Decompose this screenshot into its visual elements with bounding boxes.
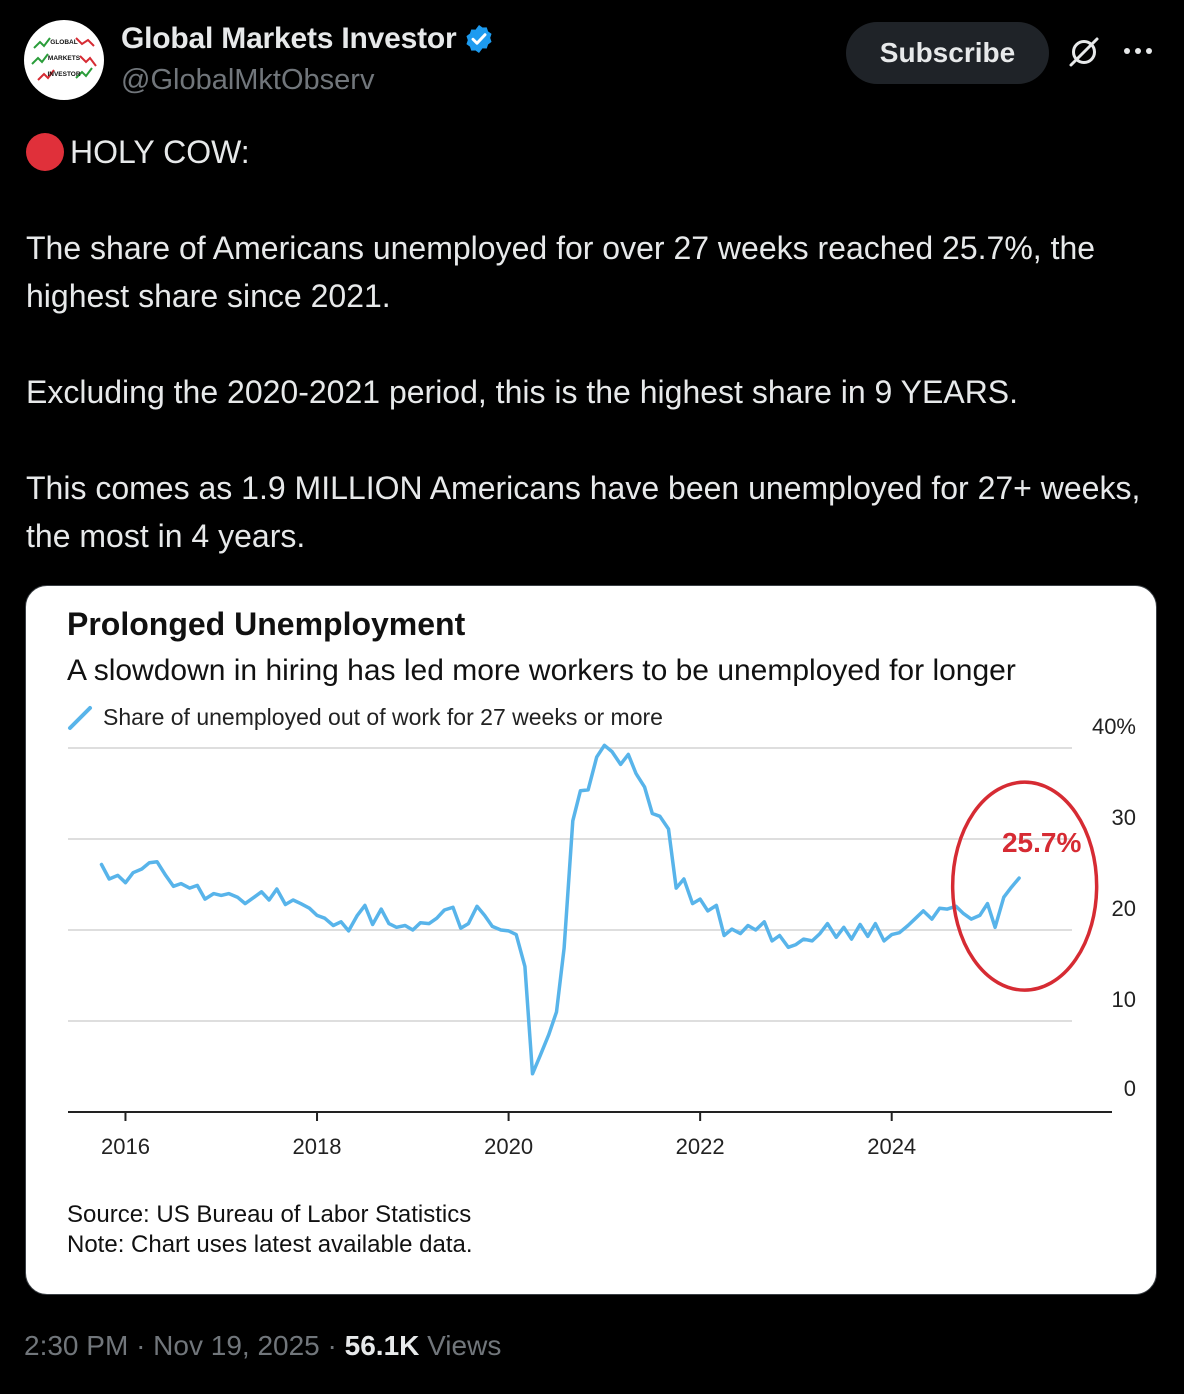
x-tick-label: 2022	[675, 1134, 725, 1159]
logo-avatar[interactable]	[24, 20, 104, 100]
separator: ·	[327, 1330, 337, 1361]
source-line: Source: US Bureau of Labor Statistics	[67, 1201, 472, 1228]
subscribe-button[interactable]: Subscribe	[846, 22, 1049, 84]
y-tick-label: 0	[1123, 1076, 1136, 1101]
post-header	[24, 18, 1160, 108]
post-headline	[26, 128, 1146, 176]
x-tick-label: 2016	[100, 1134, 150, 1159]
post-paragraph-3: This comes as 1.9 MILLION Americans have been unemployed for 27+ weeks, the most in 4 years.	[26, 470, 1141, 554]
post-paragraph-1: The share of Americans unemployed for over 27 weeks reached 25.7%, the highest share since 2021.	[26, 230, 1096, 314]
avatar-text-3: INVESTOR	[47, 71, 81, 78]
legend-label: Share of unemployed out of work for 27 weeks or more	[103, 704, 663, 730]
x-tick-label: 2020	[484, 1134, 534, 1159]
post-time[interactable]: 2:30 PM	[24, 1330, 129, 1361]
series-line	[102, 745, 1020, 1074]
verified-badge-icon[interactable]	[463, 23, 495, 55]
post-paragraph-2: Excluding the 2020-2021 period, this is the highest share in 9 YEARS.	[26, 374, 1019, 410]
red-circle-icon	[26, 133, 64, 171]
chart-image[interactable]	[25, 585, 1157, 1295]
grok-icon[interactable]	[1066, 34, 1102, 70]
annotation-label: 25.7%	[1001, 827, 1082, 859]
avatar-text-1: GLOBAL	[50, 39, 78, 46]
y-tick-label: 20	[1111, 896, 1136, 921]
user-handle[interactable]: @GlobalMktObserv	[121, 64, 375, 96]
y-tick-label: 30	[1111, 805, 1136, 830]
chart-title: Prolonged Unemployment	[67, 606, 466, 642]
y-tick-label: 10	[1111, 987, 1136, 1012]
separator: ·	[136, 1330, 146, 1361]
note-line: Note: Chart uses latest available data.	[67, 1231, 473, 1258]
chart-source	[67, 1200, 473, 1260]
chart-subtitle: A slowdown in hiring has led more workers to be unemployed for longer	[67, 654, 1016, 687]
post-footer	[24, 1330, 501, 1362]
avatar-text-2: MARKETS	[47, 55, 81, 62]
views-count: 56.1K	[344, 1330, 420, 1361]
x-tick-label: 2018	[292, 1134, 342, 1159]
annotation-circle	[953, 782, 1097, 990]
chart-plot	[26, 586, 1156, 1294]
post-date[interactable]: Nov 19, 2025	[153, 1330, 320, 1361]
more-icon[interactable]	[1118, 36, 1158, 66]
post-text	[26, 128, 1146, 560]
views-label: Views	[427, 1330, 502, 1361]
legend-line-icon	[67, 705, 93, 731]
y-tick-label: 40%	[1091, 714, 1136, 739]
headline-text: HOLY COW:	[70, 134, 250, 170]
name-row	[121, 22, 495, 56]
chart-legend	[67, 704, 663, 731]
display-name[interactable]: Global Markets Investor	[121, 22, 457, 55]
x-tick-label: 2024	[867, 1134, 917, 1159]
